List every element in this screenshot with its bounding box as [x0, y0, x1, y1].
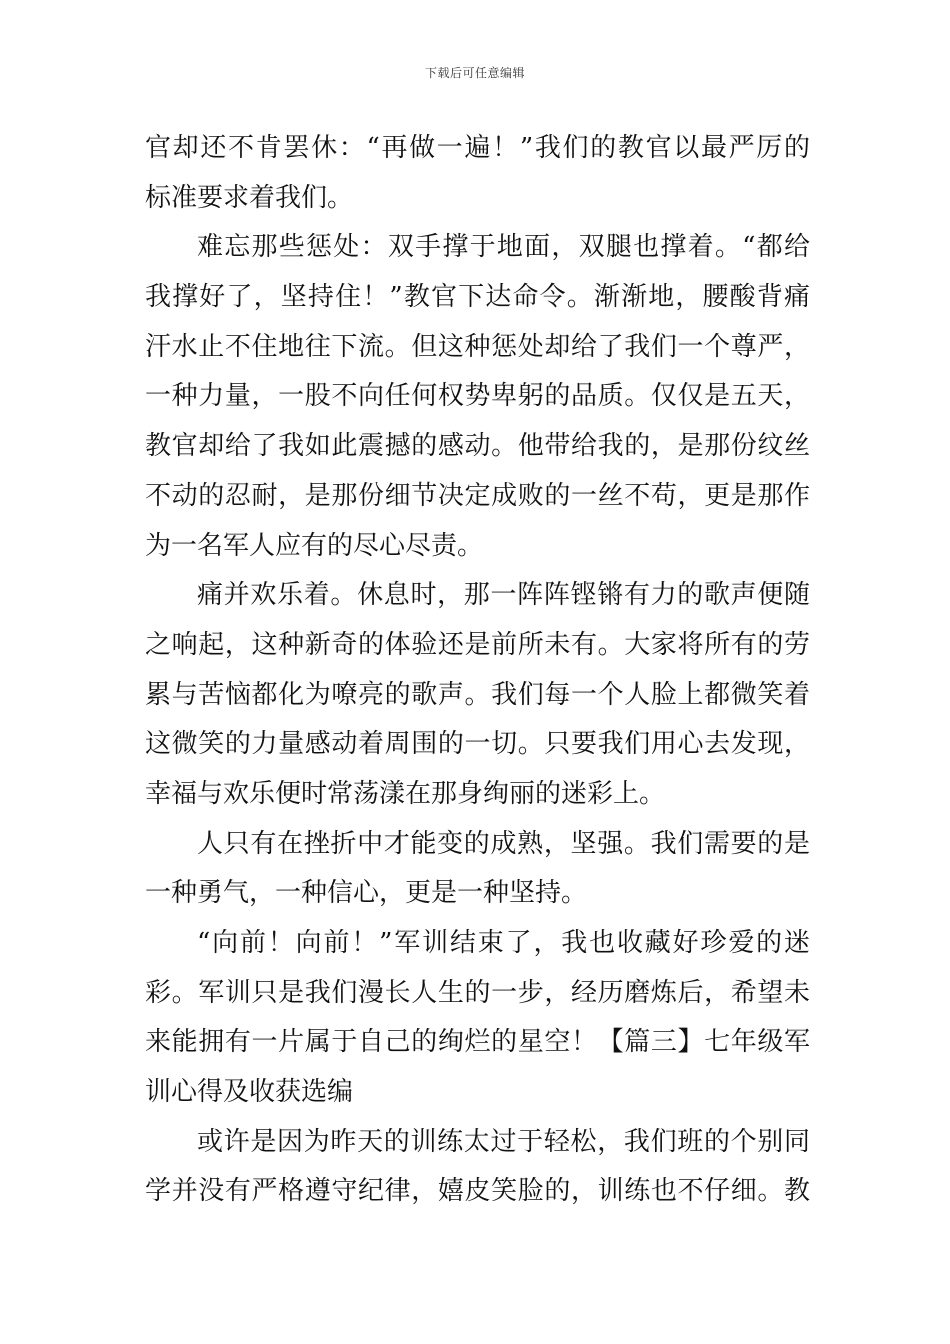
- text-line: 学并没有严格遵守纪律，嬉皮笑脸的，训练也不仔细。教: [145, 1176, 810, 1207]
- page-header: 下载后可任意编辑: [424, 66, 525, 80]
- text-line: 标准要求着我们。: [145, 182, 354, 213]
- text-line: 一种力量，一股不向任何权势卑躬的品质。仅仅是五天，: [145, 381, 810, 412]
- text-line: 我撑好了，坚持住！”教官下达命令。渐渐地，腰酸背痛: [145, 282, 810, 313]
- text-line: 官却还不肯罢休：“再做一遍！”我们的教官以最严厉的: [145, 133, 810, 163]
- text-line: 为一名军人应有的尽心尽责。: [145, 530, 484, 561]
- text-line: 汗水止不住地往下流。但这种惩处却给了我们一个尊严，: [145, 331, 810, 362]
- text-line: 痛并欢乐着。休息时，那一阵阵铿锵有力的歌声便随: [197, 580, 810, 611]
- text-line: 累与苦恼都化为嘹亮的歌声。我们每一个人脸上都微笑着: [145, 679, 810, 710]
- text-line: 难忘那些惩处：双手撑于地面，双腿也撑着。“都给: [197, 232, 810, 263]
- text-line: 不动的忍耐，是那份细节决定成败的一丝不苟，更是那作: [145, 480, 810, 511]
- document-body: [145, 124, 810, 1217]
- text-line: “向前！向前！”军训结束了，我也收藏好珍爱的迷: [197, 928, 810, 958]
- text-line: 一种勇气，一种信心，更是一种坚持。: [145, 878, 588, 909]
- text-line: 人只有在挫折中才能变的成熟，坚强。我们需要的是: [197, 828, 810, 859]
- text-line: 这微笑的力量感动着周围的一切。只要我们用心去发现，: [145, 729, 810, 760]
- text-line: 教官却给了我如此震撼的感动。他带给我的，是那份纹丝: [145, 431, 810, 462]
- text-line: 彩。军训只是我们漫长人生的一步，经历磨炼后，希望未: [145, 977, 810, 1008]
- text-line: 训心得及收获选编: [145, 1077, 354, 1108]
- text-line: 之响起，这种新奇的体验还是前所未有。大家将所有的劳: [145, 629, 810, 660]
- text-line: 或许是因为昨天的训练太过于轻松，我们班的个别同: [197, 1126, 810, 1157]
- text-line: 来能拥有一片属于自己的绚烂的星空！【篇三】七年级军: [145, 1027, 810, 1058]
- text-line: 幸福与欢乐便时常荡漾在那身绚丽的迷彩上。: [145, 778, 666, 809]
